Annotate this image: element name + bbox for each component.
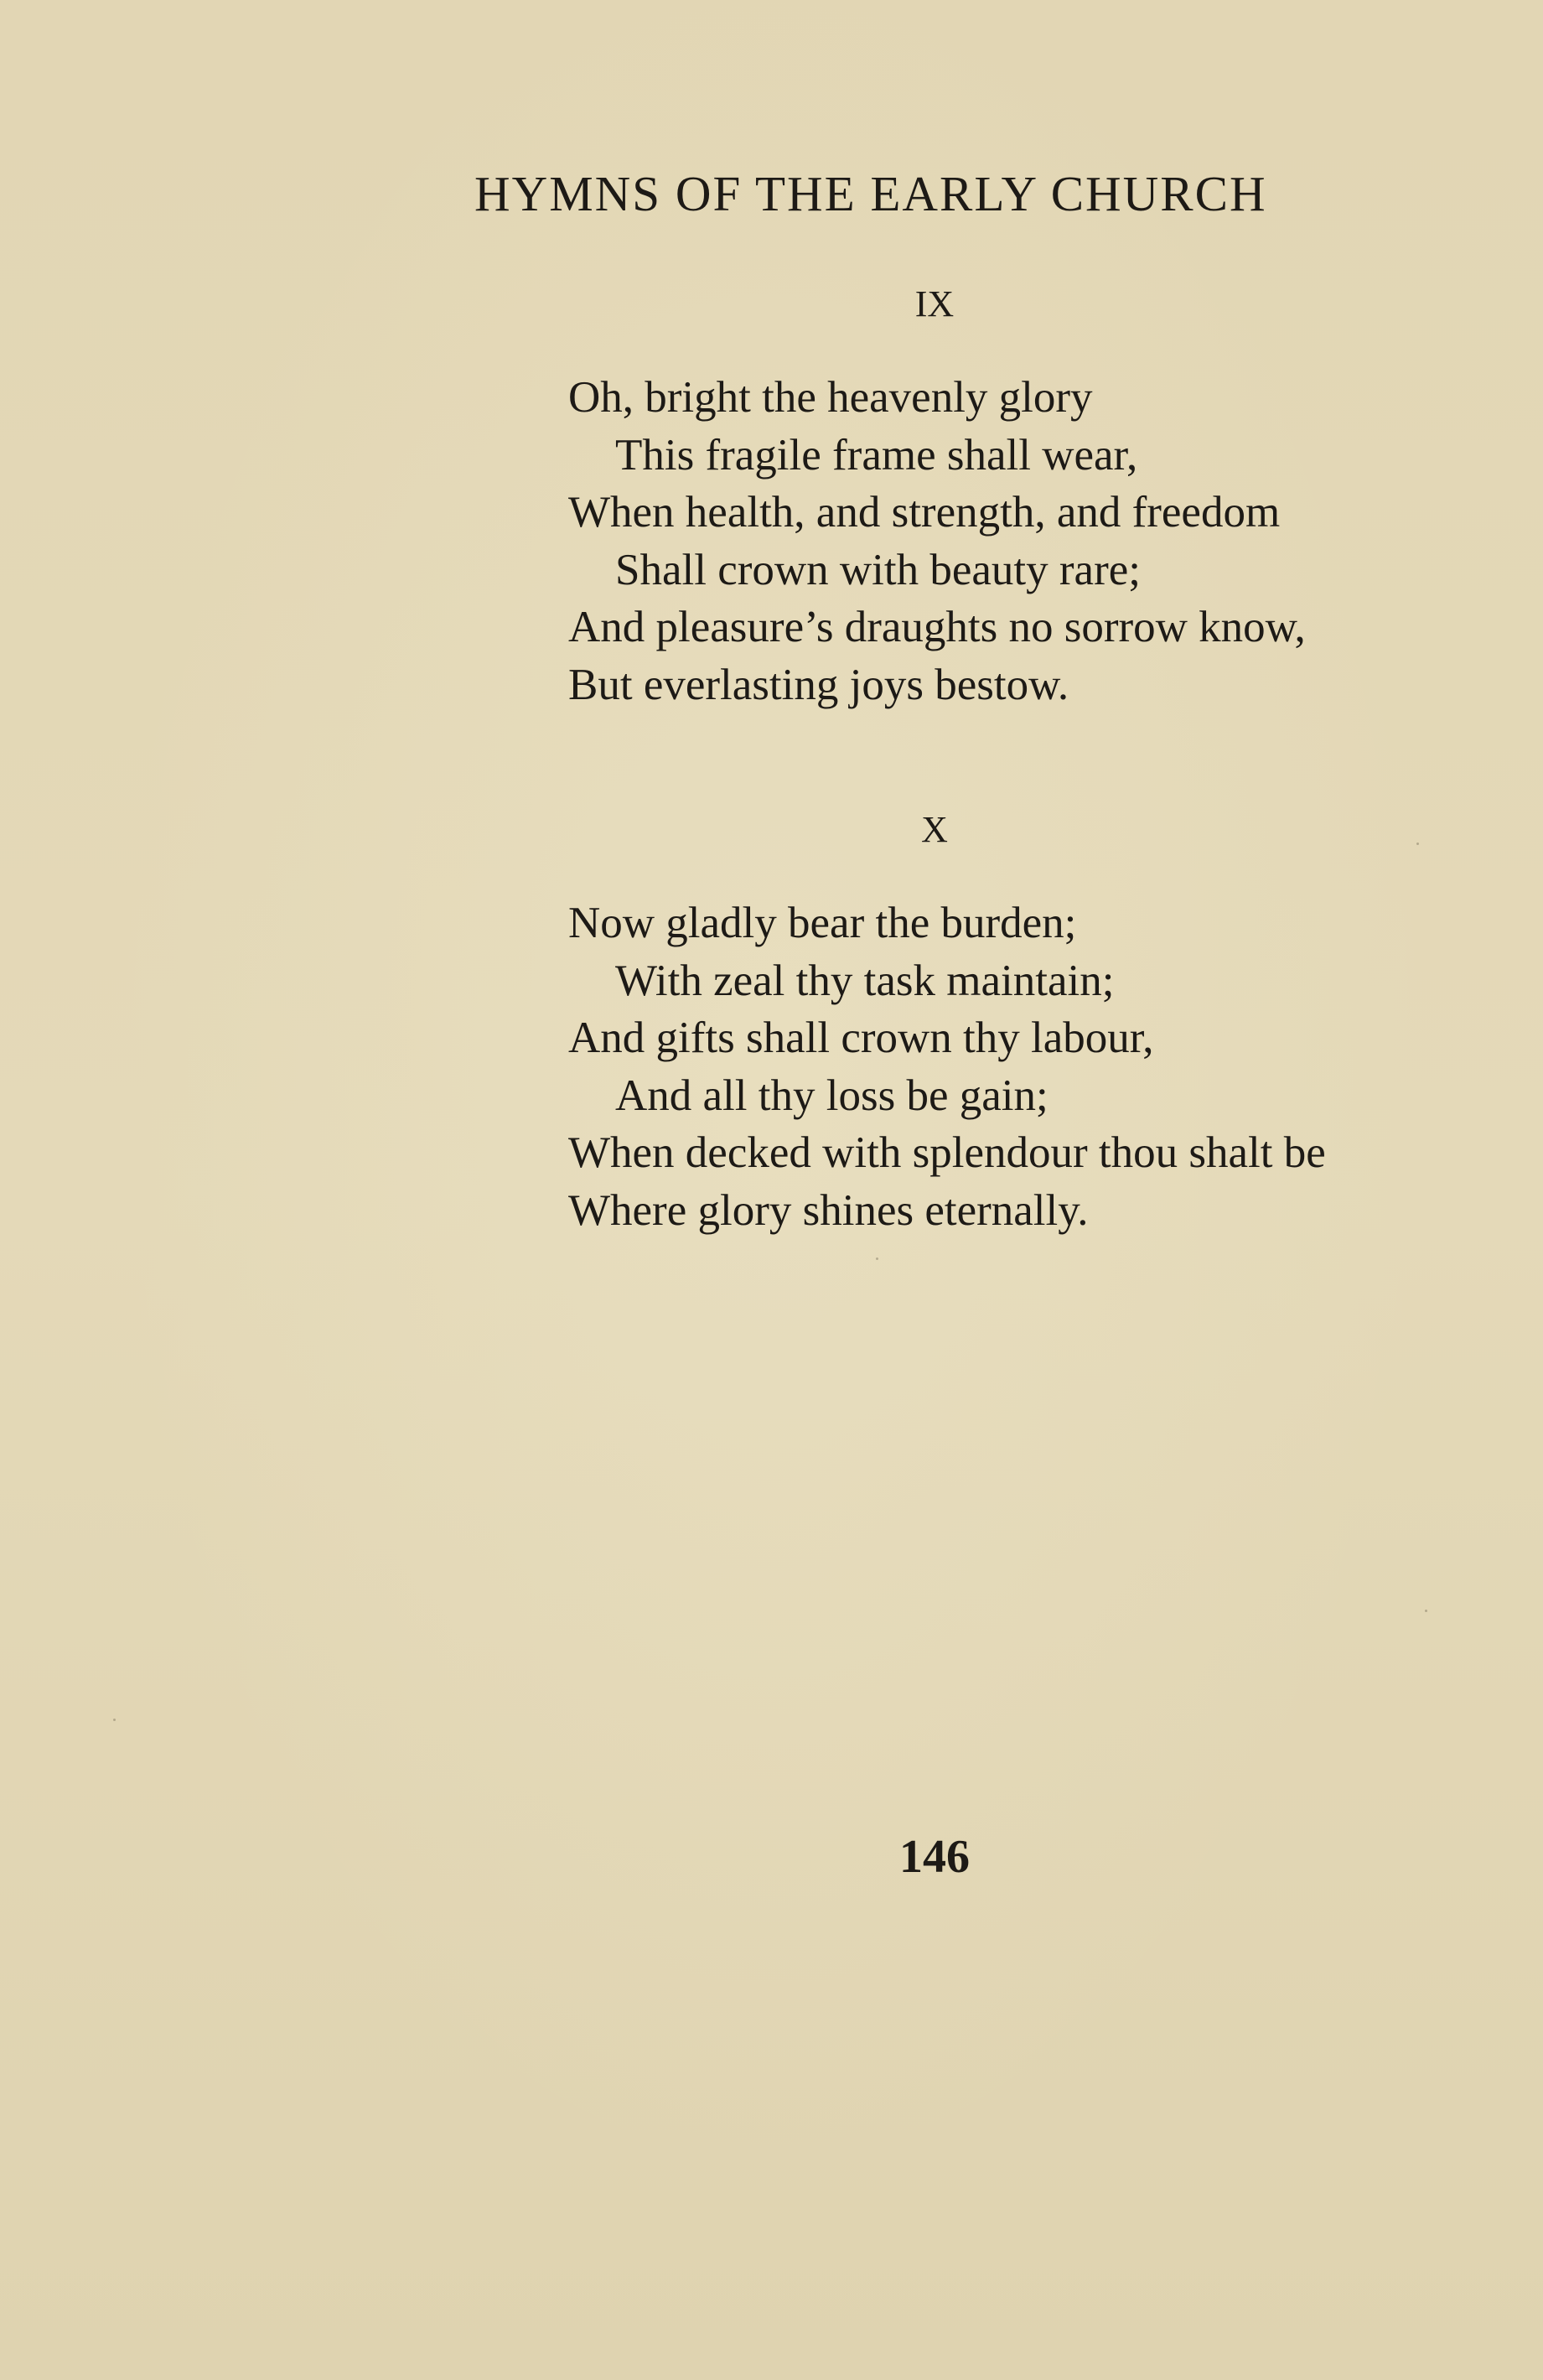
verse-line: And all thy loss be gain; bbox=[615, 1071, 1049, 1120]
paper-speck bbox=[113, 1719, 116, 1721]
verse-line: Now gladly bear the burden; bbox=[568, 899, 1077, 947]
verse-line: And gifts shall crown thy labour, bbox=[568, 1014, 1154, 1062]
page-number: 146 bbox=[899, 1831, 970, 1883]
verse-line: Shall crown with beauty rare; bbox=[615, 545, 1141, 594]
verse-line: And pleasure’s draughts no sorrow know, bbox=[568, 603, 1306, 651]
paper-speck bbox=[876, 1257, 878, 1260]
paper-speck bbox=[1416, 843, 1419, 845]
stanza-x bbox=[568, 894, 1326, 1239]
verse-line: When health, and strength, and freedom bbox=[568, 488, 1281, 537]
verse-line: When decked with splendour thou shalt be bbox=[568, 1128, 1326, 1177]
verse-line: Oh, bright the heavenly glory bbox=[568, 373, 1093, 422]
verse-line: This fragile frame shall wear, bbox=[615, 430, 1138, 480]
stanza-ix bbox=[568, 369, 1306, 713]
verse-line: But everlasting joys bestow. bbox=[568, 660, 1069, 709]
section-numeral-ix: IX bbox=[914, 283, 955, 324]
running-title: HYMNS OF THE EARLY CHURCH bbox=[474, 166, 1267, 221]
verse-line: With zeal thy task maintain; bbox=[615, 956, 1115, 1005]
section-numeral-x: X bbox=[921, 809, 948, 850]
paper-speck bbox=[1425, 1610, 1427, 1612]
verse-line: Where glory shines eternally. bbox=[568, 1185, 1089, 1235]
